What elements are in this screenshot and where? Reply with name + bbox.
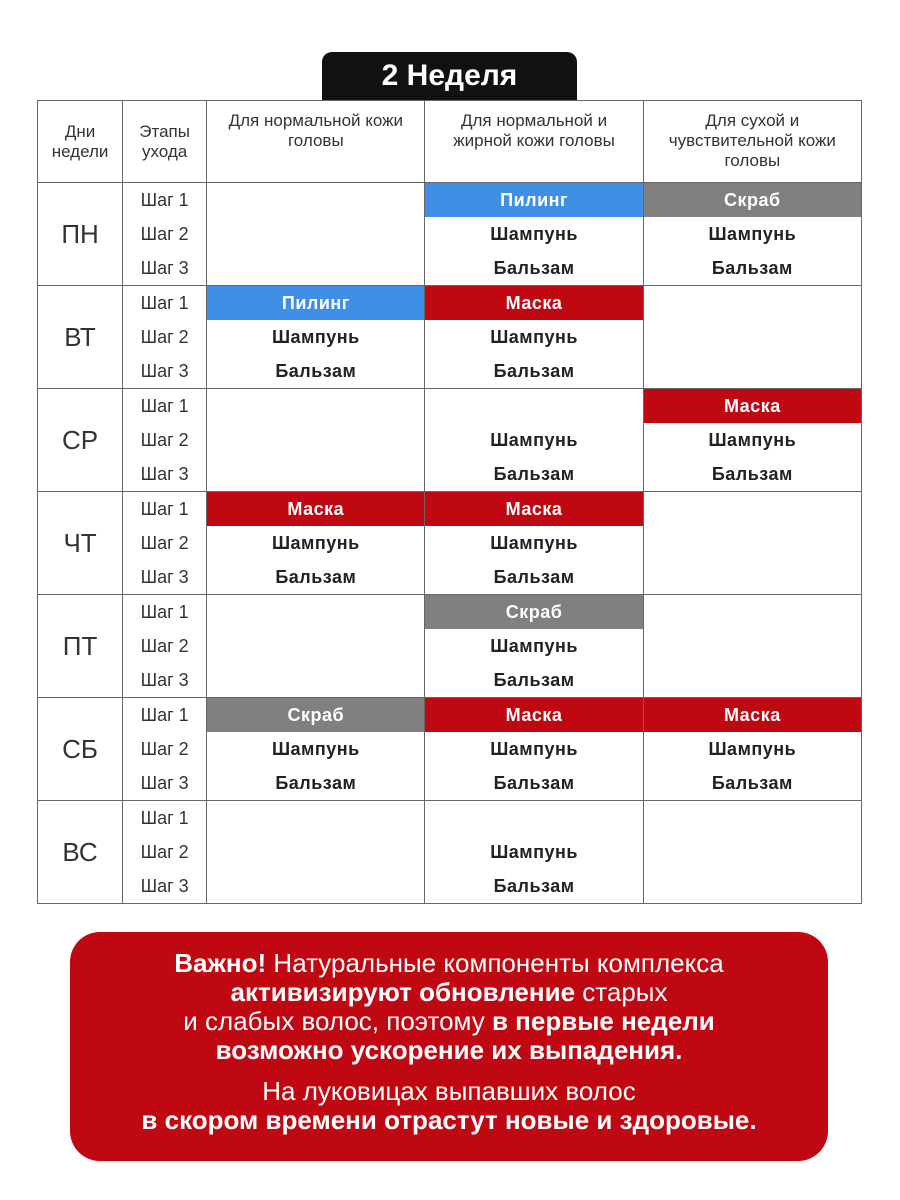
product-cell-normal (207, 492, 425, 595)
day-name: ПТ (38, 595, 123, 698)
table-header-row (38, 101, 862, 183)
product-label: Шампунь (490, 842, 578, 862)
step-label: Шаг 3 (140, 670, 189, 690)
week-title: 2 Неделя (322, 52, 577, 100)
product-label: Скраб (207, 698, 424, 732)
day-name: ВТ (38, 286, 123, 389)
notice-important-label: Важно! (174, 948, 267, 978)
product-label: Шампунь (708, 430, 797, 450)
product-cell-normal-oily (425, 698, 643, 801)
step-label: Шаг 2 (140, 224, 189, 244)
product-label: Шампунь (708, 739, 797, 759)
product-label: Шампунь (271, 327, 360, 347)
product-label: Маска (425, 286, 642, 320)
product-label: Скраб (425, 595, 642, 629)
product-label: Бальзам (493, 670, 575, 690)
product-label: Шампунь (490, 430, 578, 450)
empty-slot (207, 835, 424, 869)
step-label: Шаг 3 (140, 258, 189, 278)
notice-text: и слабых волос, поэтому (183, 1006, 492, 1036)
header-normal: Для нормальной кожи головы (207, 101, 425, 183)
product-label: Маска (644, 389, 861, 423)
product-label: Шампунь (490, 636, 578, 656)
table-row (38, 595, 862, 698)
step-label: Шаг 2 (140, 636, 189, 656)
schedule-body (38, 183, 862, 904)
product-label: Шампунь (490, 327, 578, 347)
product-label: Бальзам (493, 464, 575, 484)
empty-slot (644, 526, 861, 560)
step-label: Шаг 2 (140, 327, 189, 347)
empty-slot (425, 389, 642, 423)
product-cell-normal-oily (425, 801, 643, 904)
empty-slot (644, 560, 861, 594)
notice-text-bold: возможно ускорение их выпадения. (215, 1035, 683, 1065)
product-label: Шампунь (490, 533, 578, 553)
product-label: Бальзам (493, 567, 575, 587)
empty-slot (207, 389, 424, 423)
step-label: Шаг 3 (140, 464, 189, 484)
table-row (38, 389, 862, 492)
empty-slot (207, 663, 424, 697)
product-cell-normal-oily (425, 389, 643, 492)
step-label: Шаг 2 (140, 739, 189, 759)
empty-slot (644, 320, 861, 354)
notice-text: На луковицах выпавших волос (262, 1076, 636, 1106)
product-cell-dry-sensitive (643, 286, 861, 389)
step-label: Шаг 1 (140, 396, 189, 416)
product-label: Бальзам (275, 361, 357, 381)
product-cell-normal (207, 286, 425, 389)
header-days: Дни недели (38, 101, 123, 183)
step-label: Шаг 2 (140, 430, 189, 450)
product-label: Бальзам (711, 464, 793, 484)
steps-cell (123, 492, 207, 595)
header-normal-oily: Для нормальной и жирной кожи головы (425, 101, 643, 183)
header-dry-sensitive: Для сухой и чувствительной кожи головы (643, 101, 861, 183)
step-label: Шаг 2 (140, 533, 189, 553)
product-cell-dry-sensitive (643, 698, 861, 801)
day-name: ПН (38, 183, 123, 286)
product-cell-dry-sensitive (643, 389, 861, 492)
day-name: СР (38, 389, 123, 492)
step-label: Шаг 3 (140, 361, 189, 381)
table-row (38, 183, 862, 286)
steps-cell (123, 183, 207, 286)
empty-slot (207, 251, 424, 285)
product-cell-normal (207, 698, 425, 801)
step-label: Шаг 1 (140, 293, 189, 313)
product-cell-normal-oily (425, 183, 643, 286)
steps-cell (123, 698, 207, 801)
day-name: СБ (38, 698, 123, 801)
step-label: Шаг 1 (140, 602, 189, 622)
product-label: Шампунь (708, 224, 797, 244)
product-cell-normal-oily (425, 492, 643, 595)
notice-paragraph-1 (70, 949, 828, 1065)
step-label: Шаг 1 (140, 499, 189, 519)
notice-text-bold: активизируют обновление (230, 977, 576, 1007)
empty-slot (207, 183, 424, 217)
product-label: Бальзам (493, 773, 575, 793)
notice-paragraph-2 (70, 1077, 828, 1135)
product-label: Бальзам (275, 567, 357, 587)
table-row (38, 801, 862, 904)
day-name: ВС (38, 801, 123, 904)
table-row (38, 492, 862, 595)
product-cell-dry-sensitive (643, 801, 861, 904)
product-label: Бальзам (493, 876, 575, 896)
notice-text-bold: в первые недели (491, 1006, 715, 1036)
step-label: Шаг 1 (140, 705, 189, 725)
empty-slot (207, 423, 424, 457)
step-label: Шаг 3 (140, 876, 189, 896)
product-cell-normal (207, 595, 425, 698)
empty-slot (207, 217, 424, 251)
product-label: Маска (207, 492, 424, 526)
product-label: Шампунь (271, 739, 360, 759)
product-label: Бальзам (711, 773, 793, 793)
steps-cell (123, 595, 207, 698)
empty-slot (644, 492, 861, 526)
empty-slot (644, 663, 861, 697)
empty-slot (644, 835, 861, 869)
step-label: Шаг 1 (140, 190, 189, 210)
step-label: Шаг 1 (140, 808, 189, 828)
product-cell-normal (207, 183, 425, 286)
product-label: Маска (425, 492, 642, 526)
product-label: Шампунь (490, 224, 578, 244)
table-row (38, 698, 862, 801)
empty-slot (644, 286, 861, 320)
product-cell-normal (207, 389, 425, 492)
empty-slot (425, 801, 642, 835)
steps-cell (123, 286, 207, 389)
empty-slot (644, 869, 861, 903)
empty-slot (207, 801, 424, 835)
empty-slot (644, 595, 861, 629)
product-label: Маска (644, 698, 861, 732)
product-label: Бальзам (493, 361, 575, 381)
empty-slot (644, 629, 861, 663)
step-label: Шаг 2 (140, 842, 189, 862)
product-cell-dry-sensitive (643, 595, 861, 698)
important-notice (70, 932, 828, 1161)
product-label: Шампунь (271, 533, 360, 553)
product-label: Маска (425, 698, 642, 732)
notice-text: Натуральные компоненты комплекса (266, 948, 724, 978)
product-label: Пилинг (425, 183, 642, 217)
step-label: Шаг 3 (140, 567, 189, 587)
product-label: Бальзам (493, 258, 575, 278)
step-label: Шаг 3 (140, 773, 189, 793)
product-cell-dry-sensitive (643, 492, 861, 595)
product-cell-dry-sensitive (643, 183, 861, 286)
notice-text: старых (575, 977, 668, 1007)
product-cell-normal-oily (425, 286, 643, 389)
empty-slot (644, 801, 861, 835)
header-steps: Этапы ухода (123, 101, 207, 183)
day-name: ЧТ (38, 492, 123, 595)
product-label: Бальзам (275, 773, 357, 793)
product-label: Шампунь (490, 739, 578, 759)
product-cell-normal (207, 801, 425, 904)
steps-cell (123, 389, 207, 492)
product-cell-normal-oily (425, 595, 643, 698)
product-label: Бальзам (711, 258, 793, 278)
product-label: Пилинг (207, 286, 424, 320)
steps-cell (123, 801, 207, 904)
empty-slot (644, 354, 861, 388)
empty-slot (207, 869, 424, 903)
notice-text-bold: в скором времени отрастут новые и здоровые. (141, 1105, 757, 1135)
empty-slot (207, 629, 424, 663)
empty-slot (207, 595, 424, 629)
empty-slot (207, 457, 424, 491)
care-schedule-table (37, 100, 862, 904)
table-row (38, 286, 862, 389)
product-label: Скраб (644, 183, 861, 217)
